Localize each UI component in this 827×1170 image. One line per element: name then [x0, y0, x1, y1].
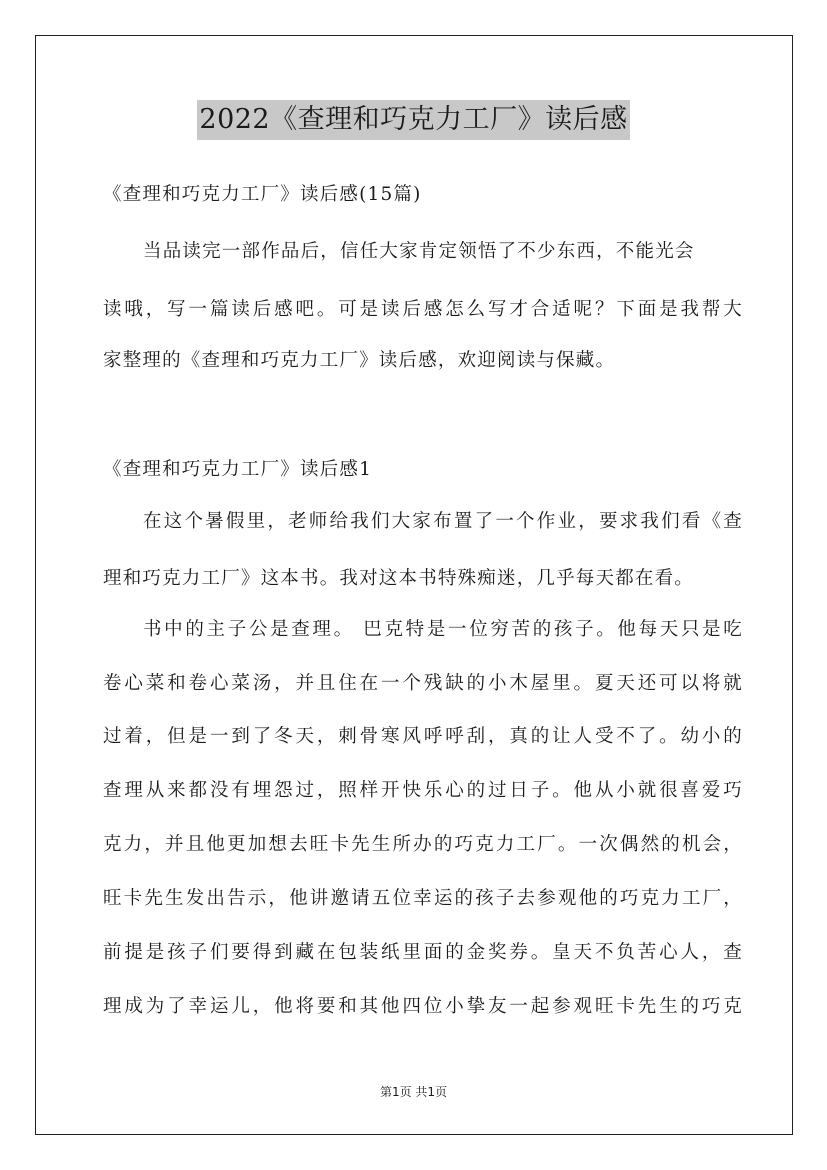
page-number-footer: 第1页 共1页 — [379, 1085, 448, 1099]
intro-line: 家整理的《查理和巧克力工厂》读后感，欢迎阅读与保藏。 — [103, 350, 616, 371]
intro-line: 当品读完一部作品后，信任大家肯定领悟了不少东西，不能光会 — [143, 241, 695, 262]
paragraph-line: 理和巧克力工厂》这本书。我对这本书特殊痴迷，几乎每天都在看。 — [103, 568, 695, 589]
paragraph-line: 前提是孩子们要得到藏在包装纸里面的金奖券。皇天不负苦心人，查 — [103, 942, 743, 963]
paragraph-line: 理成为了幸运儿，他将要和其他四位小挚友一起参观旺卡先生的巧克 — [103, 996, 743, 1017]
document-title: 2022《查理和巧克力工厂》读后感 — [197, 100, 629, 140]
paragraph-line: 在这个暑假里，老师给我们大家布置了一个作业，要求我们看《查 — [143, 511, 743, 532]
paragraph-line: 书中的主子公是查理。 巴克特是一位穷苦的孩子。他每天只是吃 — [143, 619, 743, 640]
paragraph-line: 卷心菜和卷心菜汤，并且住在一个残缺的小木屋里。夏天还可以将就 — [103, 673, 743, 694]
title-container — [0, 100, 827, 140]
paragraph-line: 查理从来都没有埋怨过，照样开快乐心的过日子。他从小就很喜爱巧 — [103, 780, 743, 801]
paragraph-line: 过着，但是一到了冬天，刺骨寒风呼呼刮，真的让人受不了。幼小的 — [103, 726, 743, 747]
paragraph-line: 克力，并且他更加想去旺卡先生所办的巧克力工厂。一次偶然的机会， — [103, 834, 743, 855]
paragraph-line: 旺卡先生发出告示，他讲邀请五位幸运的孩子去参观他的巧克力工厂， — [103, 888, 743, 909]
intro-line: 读哦，写一篇读后感吧。可是读后感怎么写才合适呢？下面是我帮大 — [103, 299, 743, 320]
document-subtitle: 《查理和巧克力工厂》读后感(15篇) — [103, 184, 422, 205]
section-heading: 《查理和巧克力工厂》读后感1 — [103, 459, 373, 480]
